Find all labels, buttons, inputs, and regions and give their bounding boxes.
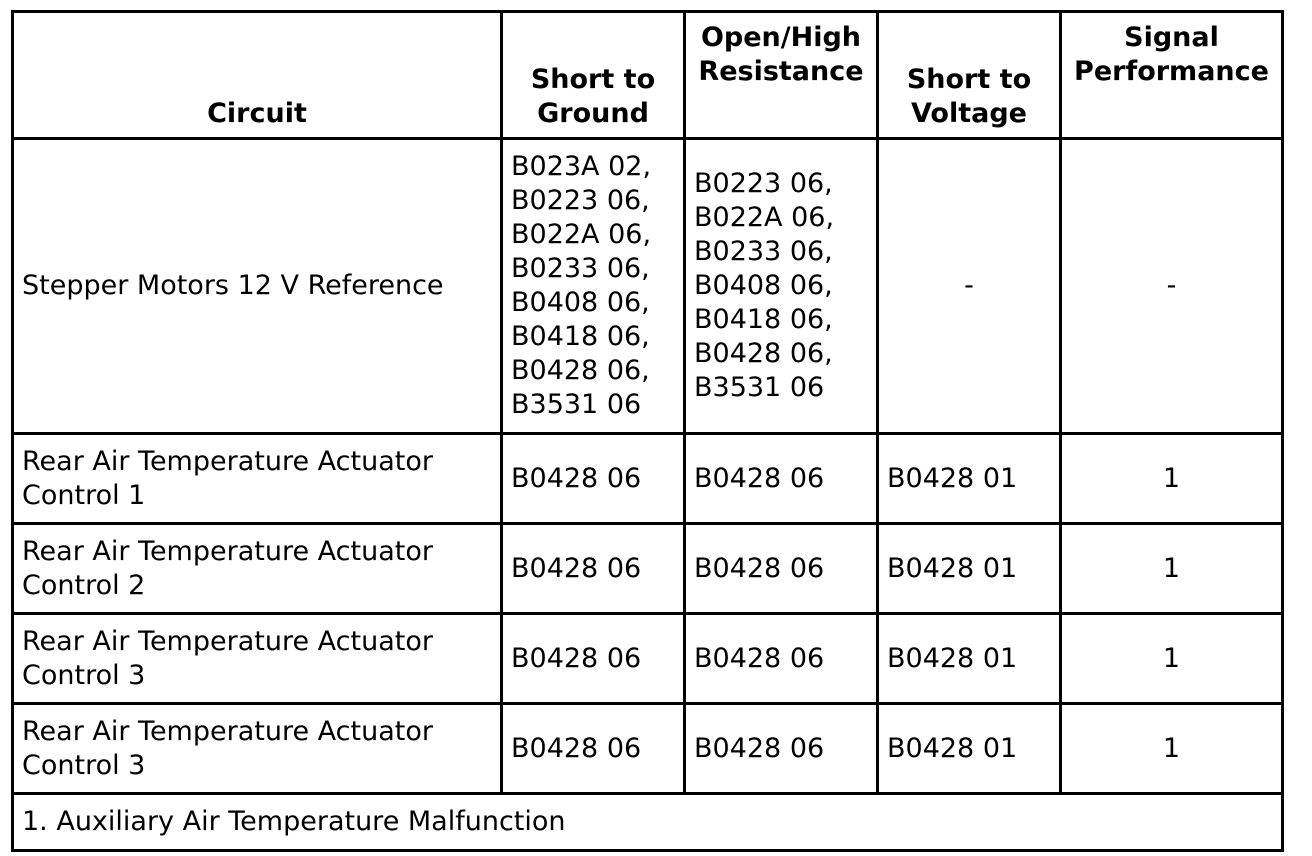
open-high-resistance-cell: B0428 06	[685, 434, 878, 524]
short-to-voltage-cell: B0428 01	[878, 614, 1061, 704]
table-row	[13, 434, 1283, 524]
circuit-cell: Rear Air Temperature Actuator Control 1	[13, 434, 502, 524]
circuit-cell: Stepper Motors 12 V Reference	[13, 139, 502, 434]
short-to-ground-cell: B0428 06	[502, 524, 685, 614]
header-row	[13, 12, 1283, 139]
open-high-resistance-cell: B0428 06	[685, 614, 878, 704]
open-high-resistance-cell: B0428 06	[685, 524, 878, 614]
dtc-table	[11, 10, 1284, 852]
short-to-ground-cell: B023A 02, B0223 06, B022A 06, B0233 06, B0408 06, B0418 06, B0428 06, B3531 06	[502, 139, 685, 434]
short-to-ground-cell: B0428 06	[502, 704, 685, 794]
short-to-ground-cell: B0428 06	[502, 434, 685, 524]
circuit-cell: Rear Air Temperature Actuator Control 2	[13, 524, 502, 614]
footnote-row	[13, 794, 1283, 851]
short-to-voltage-cell: B0428 01	[878, 524, 1061, 614]
signal-performance-cell: 1	[1061, 434, 1283, 524]
circuit-cell: Rear Air Temperature Actuator Control 3	[13, 614, 502, 704]
table-row	[13, 139, 1283, 434]
short-to-voltage-cell: B0428 01	[878, 434, 1061, 524]
open-high-resistance-cell: B0223 06, B022A 06, B0233 06, B0408 06, B0418 06, B0428 06, B3531 06	[685, 139, 878, 434]
table-row	[13, 614, 1283, 704]
signal-performance-cell: 1	[1061, 524, 1283, 614]
header-open-high-resistance: Open/High Resistance	[685, 12, 878, 139]
short-to-voltage-cell: -	[878, 139, 1061, 434]
open-high-resistance-cell: B0428 06	[685, 704, 878, 794]
short-to-ground-cell: B0428 06	[502, 614, 685, 704]
table-row	[13, 524, 1283, 614]
short-to-voltage-cell: B0428 01	[878, 704, 1061, 794]
signal-performance-cell: 1	[1061, 614, 1283, 704]
header-short-to-voltage: Short to Voltage	[878, 12, 1061, 139]
signal-performance-cell: -	[1061, 139, 1283, 434]
footnote: 1. Auxiliary Air Temperature Malfunction	[13, 794, 1283, 851]
header-signal-performance: Signal Performance	[1061, 12, 1283, 139]
table-row	[13, 704, 1283, 794]
header-short-to-ground: Short to Ground	[502, 12, 685, 139]
signal-performance-cell: 1	[1061, 704, 1283, 794]
header-circuit: Circuit	[13, 12, 502, 139]
circuit-cell: Rear Air Temperature Actuator Control 3	[13, 704, 502, 794]
